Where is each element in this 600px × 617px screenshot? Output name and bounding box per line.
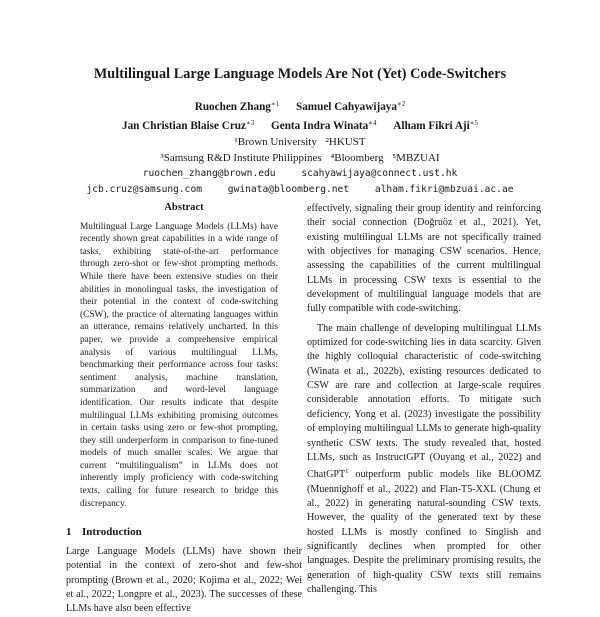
author-name: Genta Indra Winata$^{∗4}$ [271,119,377,132]
email-row-1 [0,166,600,182]
email: scahyawijaya@connect.ust.hk [301,168,458,179]
author-name: Jan Christian Blaise Cruz$^{∗3}$ [121,119,255,132]
affiliation-row-2 [0,150,600,166]
right-column [307,202,541,597]
paragraph: effectively, signaling their group identity and reinforcing their social connection (Doğruöz et al., 2021). Yet, existing multilingual LLMs are not specifically trained with objectives for managing CSW scenarios. Hence, assessing the capabilities of the current multilingual LLMs in processing CSW texts is essential to the development of multilingual language models that are fully compatible with code-switching. [307,203,541,315]
section-number: 1 [66,526,72,539]
abstract-text: Multilingual Large Language Models (LLMs) have recently shown great capabilities in a wide range of tasks, exhibiting state-of-the-art performance through zero-shot or few-shot prompting methods. While there have been extensive studies on their abilities in monolingual tasks, the investigation of their potential in the context of code-switching (CSW), the practice of alternating languages within an utterance, remains relatively uncharted. In this paper, we provide a comprehensive empirical analysis of various multilingual LLMs, benchmarking their performance across four tasks: sentiment analysis, machine translation, summarization and word-level language identification. Our results indicate that despite multilingual LLMs exhibiting promising outcomes in certain tasks using zero or few-shot prompting, they still underperform in comparison to fine-tuned models of much smaller scales. We argue that current “multilingualism” in LLMs does not inherently imply proficiency with code-switching texts, calling for future research to bridge this discrepancy. [80,221,278,509]
email: jcb.cruz@samsung.com [86,184,203,195]
paragraph: The main challenge of developing multilingual LLMs optimized for code-switching lies in data scarcity. Given the highly colloquial characteristic of code-switching (Winata et al., 2022b), existing resources dedicated to CSW are rare and collection at large-scale requires considerable annotation efforts. To mitigate such deficiency, Yong et al. (2023) investigate the possibility of employing multilingual LLMs to generate high-quality synthetic CSW texts. The study revealed that, hosted LLMs, such as InstructGPT (Ouyang et al., 2022) and ChatGPT$^1$ outperform public models like BLOOMZ (Muennighoff et al., 2022) and Flan-T5-XXL (Chung et al., 2022) in generating natural-sounding CSW texts. However, the quality of the generated text by these hosted LLMs is mostly confined to Singlish and significantly declines when prompted for other languages. Despite the preliminary promising results, the generation of high-quality CSW texts still remains challenging. This [307,322,541,595]
author-name: Ruochen Zhang$^{∗1}$ [194,100,280,113]
left-column [66,202,302,617]
section-heading [66,526,302,539]
author-name: Samuel Cahyawijaya$^{∗2}$ [295,100,406,113]
author-block [0,96,600,198]
email: ruochen_zhang@brown.edu [142,168,276,179]
section-title: Introduction [82,526,142,539]
affiliation: ¹Brown University [234,136,317,148]
email-row-2 [0,182,600,198]
email: gwinata@bloomberg.net [227,184,350,195]
affiliation: ³Samsung R&D Institute Philippines [160,152,322,164]
affiliation: ⁴Bloomberg [330,152,384,164]
email: alham.fikri@mbzuai.ac.ae [374,184,514,195]
footnote-marker: 1 [345,468,349,476]
author-row-1 [0,96,600,115]
paper-title: Multilingual Large Language Models Are Not (Yet) Code-Switchers [93,66,507,82]
author-name: Alham Fikri Aji$^{∗5}$ [393,119,479,132]
affiliation: ⁵MBZUAI [392,152,440,164]
affiliation-row-1 [0,134,600,150]
intro-paragraph: Large Language Models (LLMs) have shown their potential in the context of zero-shot and few-shot prompting (Brown et al., 2020; Kojima et al., 2022; Wei et al., 2022; Longpre et al., 2023). The successes of these LLMs have also been effective [66,545,302,615]
author-row-2 [0,115,600,134]
affiliation: ²HKUST [325,136,366,148]
abstract-heading: Abstract [164,202,204,213]
